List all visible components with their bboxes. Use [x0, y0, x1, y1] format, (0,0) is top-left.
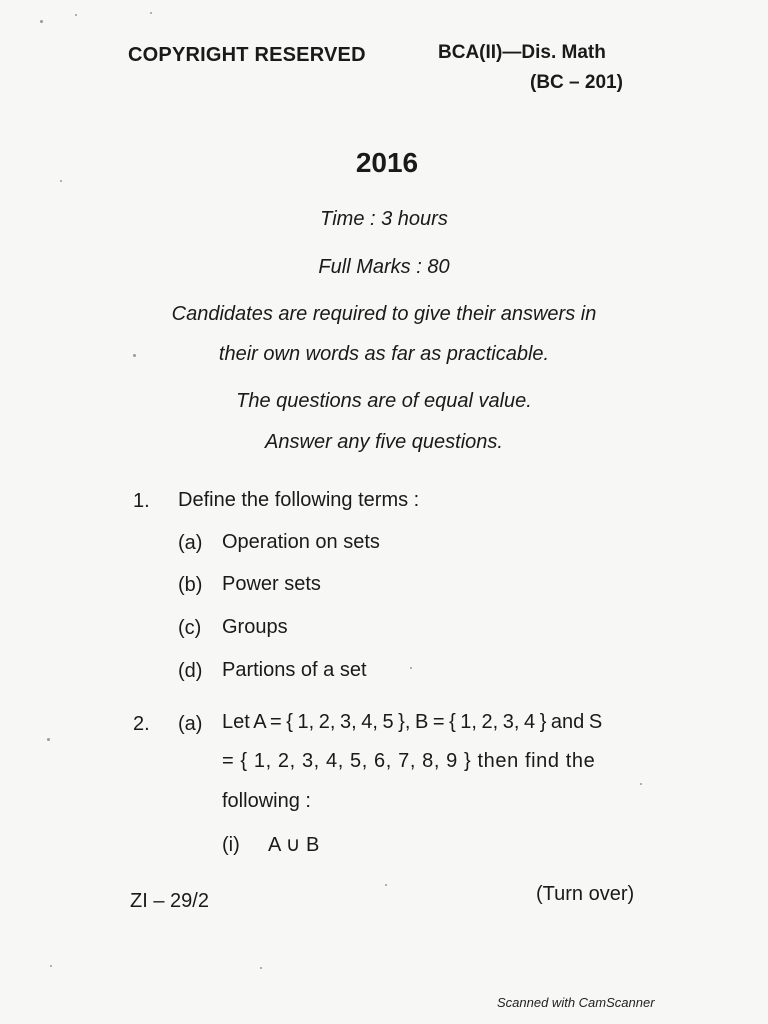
question-text: Let A = { 1, 2, 3, 4, 5 }, B = { 1, 2, 3, 4 } and S: [222, 711, 603, 733]
scan-speck: [50, 965, 52, 967]
scan-speck: [385, 884, 387, 886]
part-label: (d): [178, 660, 203, 682]
scan-speck: [640, 783, 642, 785]
time-allowed: Time : 3 hours: [320, 208, 448, 230]
question-text: Define the following terms :: [178, 489, 420, 511]
full-marks: Full Marks : 80: [318, 256, 450, 278]
scan-speck: [260, 967, 262, 969]
copyright-label: COPYRIGHT RESERVED: [128, 44, 366, 66]
scan-speck: [47, 738, 50, 741]
scan-speck: [60, 180, 62, 182]
course-title: BCA(II)—Dis. Math: [438, 42, 606, 63]
scan-speck: [410, 667, 412, 669]
part-label: (a): [178, 532, 203, 554]
scan-speck: [150, 12, 152, 14]
part-text: Partions of a set: [222, 659, 367, 681]
paper-code: ZI – 29/2: [130, 890, 209, 912]
course-code: (BC – 201): [530, 72, 623, 93]
question-number: 1.: [133, 490, 150, 512]
turn-over-note: (Turn over): [536, 883, 635, 905]
part-text: Operation on sets: [222, 531, 380, 553]
part-label: (a): [178, 713, 203, 735]
part-text: Power sets: [222, 573, 321, 595]
instruction-line: Answer any five questions.: [265, 431, 503, 453]
instruction-line: Candidates are required to give their answers in: [171, 303, 597, 325]
exam-year: 2016: [355, 147, 419, 178]
question-number: 2.: [133, 713, 150, 735]
part-text: Groups: [222, 616, 288, 638]
instruction-line: their own words as far as practicable.: [218, 343, 550, 365]
scan-speck: [40, 20, 43, 23]
part-label: (i): [222, 834, 240, 856]
part-label: (c): [178, 617, 202, 639]
question-text: = { 1, 2, 3, 4, 5, 6, 7, 8, 9 } then find the: [222, 750, 596, 772]
part-label: (b): [178, 574, 203, 596]
scanner-watermark: Scanned with CamScanner: [497, 995, 655, 1010]
question-text: following :: [222, 790, 311, 812]
scan-speck: [75, 14, 77, 16]
instruction-line: The questions are of equal value.: [236, 390, 532, 412]
part-text: A ∪ B: [268, 834, 320, 856]
